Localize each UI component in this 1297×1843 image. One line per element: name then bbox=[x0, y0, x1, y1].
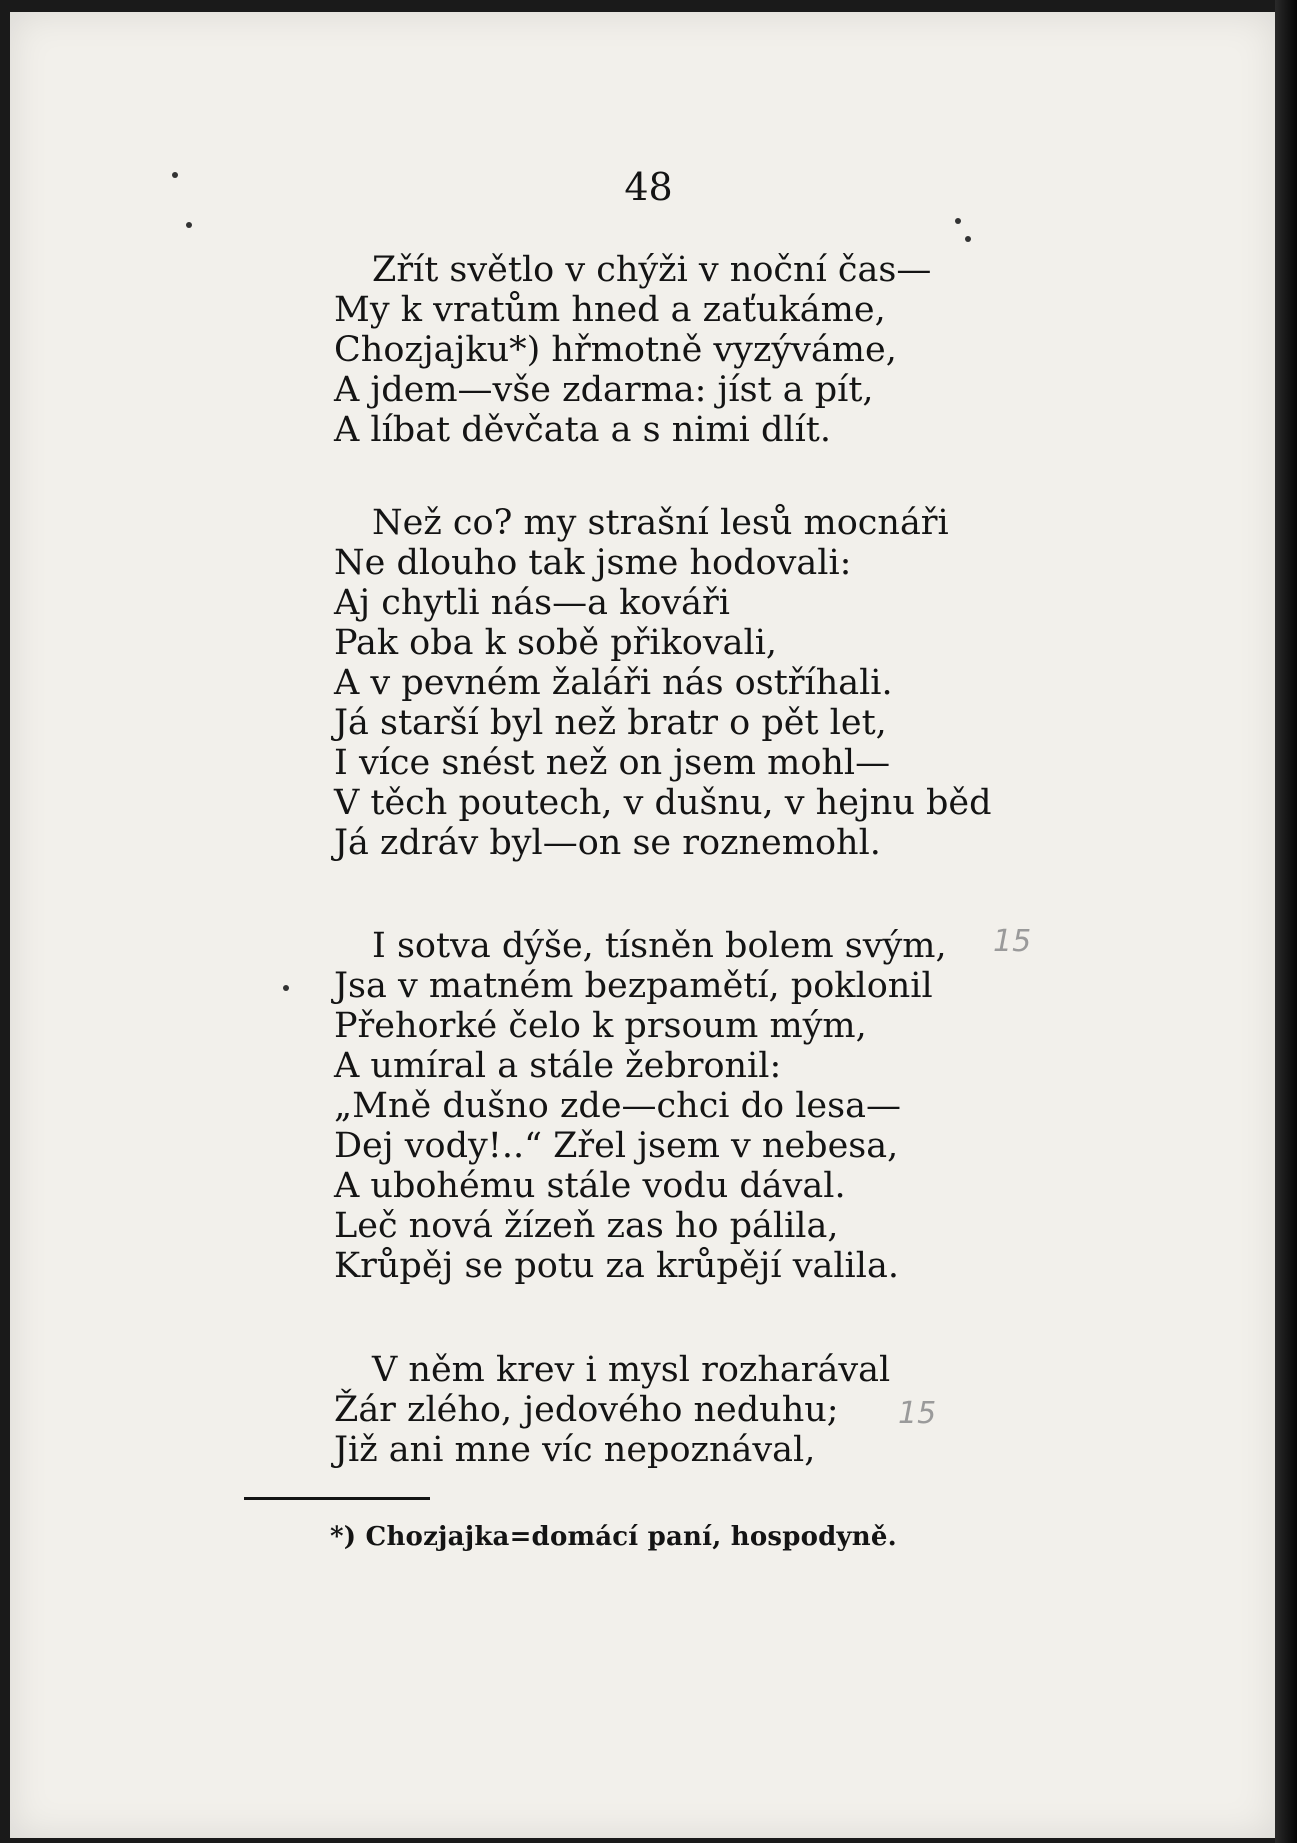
stanza-3 bbox=[334, 926, 947, 1286]
poem-line: A ubohému stále vodu dával. bbox=[334, 1166, 846, 1206]
print-speck bbox=[965, 236, 971, 242]
poem-line: Já starší byl než bratr o pět let, bbox=[334, 703, 887, 743]
pencil-mark: 15 bbox=[993, 924, 1032, 959]
poem-line: A jdem—vše zdarma: jíst a pít, bbox=[334, 370, 874, 410]
poem-line: Již ani mne víc nepoznával, bbox=[334, 1430, 816, 1470]
poem-line: Krůpěj se potu za krůpějí valila. bbox=[334, 1246, 899, 1286]
stanza-1 bbox=[334, 250, 931, 450]
poem-line: I sotva dýše, tísněn bolem svým, bbox=[372, 926, 947, 966]
poem-line: Jsa v matném bezpamětí, poklonil bbox=[334, 966, 933, 1006]
poem-line: Ne dlouho tak jsme hodovali: bbox=[334, 543, 852, 583]
poem-line: V těch poutech, v dušnu, v hejnu běd bbox=[334, 783, 992, 823]
print-speck bbox=[172, 172, 178, 178]
poem-line: A umíral a stále žebronil: bbox=[334, 1046, 782, 1086]
poem-line: Dej vody!..“ Zřel jsem v nebesa, bbox=[334, 1126, 899, 1166]
poem-line: Aj chytli nás—a kováři bbox=[334, 583, 730, 623]
poem-line: My k vratům hned a zaťukáme, bbox=[334, 290, 886, 330]
book-spine-shadow bbox=[1275, 0, 1297, 1843]
print-speck bbox=[186, 222, 192, 228]
poem-line: Přehorké čelo k prsoum mým, bbox=[334, 1006, 867, 1046]
footnote: *) Chozjajka=domácí paní, hospodyně. bbox=[330, 1522, 897, 1552]
poem-line: Žár zlého, jedového neduhu; bbox=[334, 1390, 839, 1430]
poem-line: Chozjajku*) hřmotně vyzýváme, bbox=[334, 330, 897, 370]
print-speck bbox=[955, 218, 961, 224]
print-speck bbox=[283, 985, 289, 991]
poem-line: Pak oba k sobě přikovali, bbox=[334, 623, 778, 663]
poem-line: V něm krev i mysl rozharával bbox=[372, 1350, 891, 1390]
poem-line: Než co? my strašní lesů mocnáři bbox=[372, 503, 949, 543]
poem-line: Leč nová žízeň zas ho pálila, bbox=[334, 1206, 839, 1246]
poem-line: Zřít světlo v chýži v noční čas— bbox=[372, 250, 932, 290]
footnote-rule bbox=[244, 1497, 430, 1500]
poem-line: A líbat děvčata a s nimi dlít. bbox=[334, 410, 831, 450]
poem-line: I více snést než on jsem mohl— bbox=[334, 743, 891, 783]
page-number: 48 bbox=[624, 165, 673, 209]
poem-line: Já zdráv byl—on se roznemohl. bbox=[334, 823, 881, 863]
poem-line: A v pevném žaláři nás ostříhali. bbox=[334, 663, 893, 703]
stanza-4 bbox=[334, 1350, 890, 1470]
stanza-2 bbox=[334, 503, 992, 863]
poem-line: „Mně dušno zde—chci do lesa— bbox=[334, 1086, 901, 1126]
pencil-mark: 15 bbox=[898, 1396, 937, 1431]
